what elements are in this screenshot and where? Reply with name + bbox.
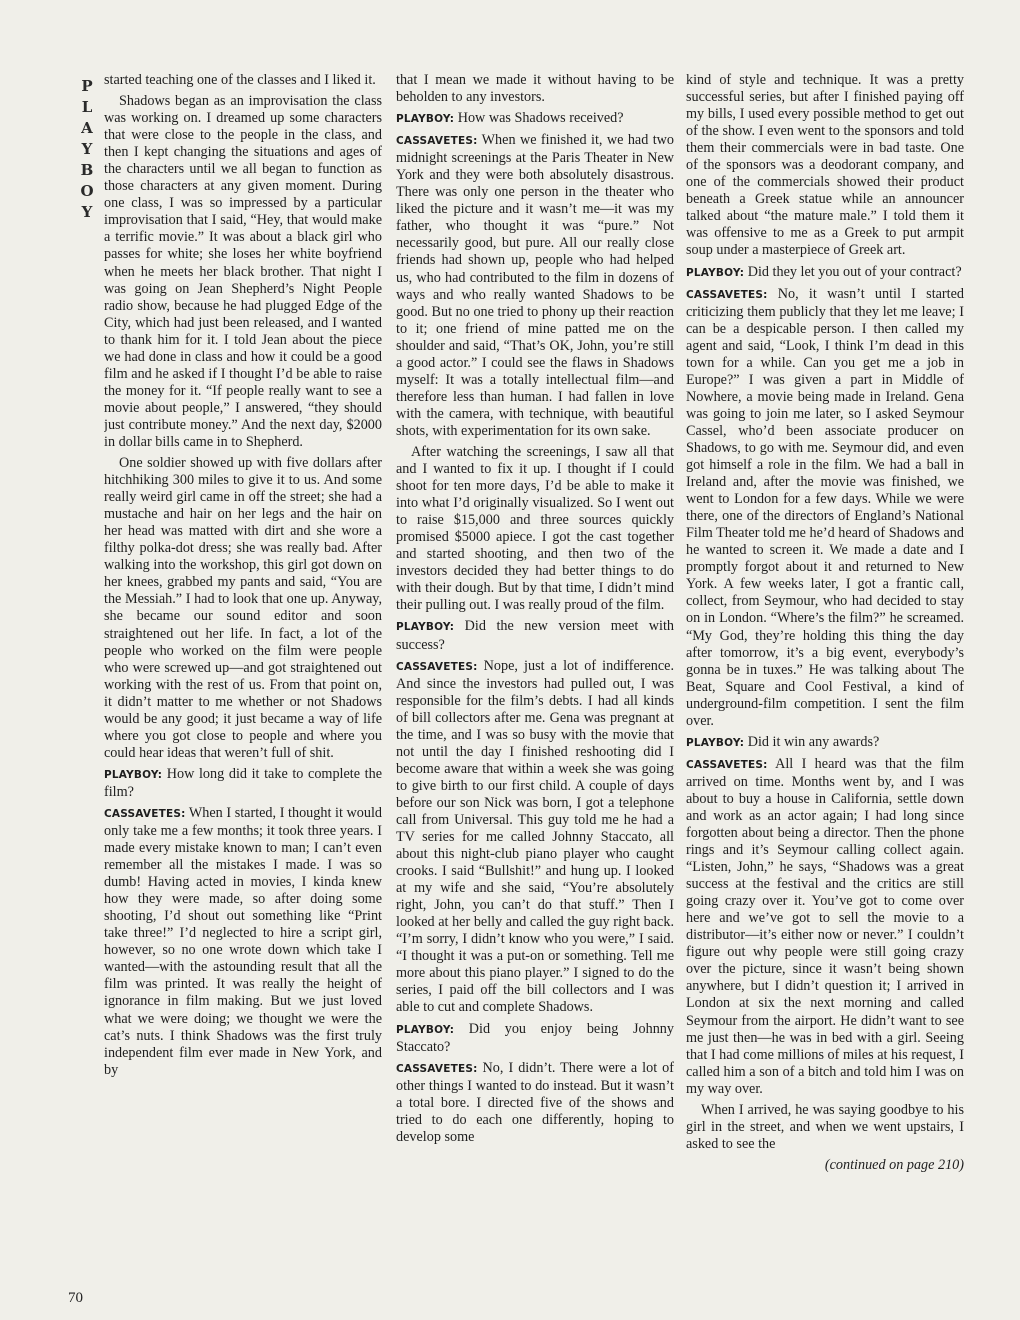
article-paragraph	[396, 1060, 674, 1146]
article-paragraph	[396, 72, 674, 106]
article-paragraph	[686, 734, 964, 752]
title-letter: P	[81, 77, 95, 95]
speaker-label: PLAYBOY:	[396, 1023, 455, 1036]
speaker-label: CASSAVETES:	[686, 288, 768, 301]
paragraph-text: Did the new version meet with success?	[396, 618, 674, 653]
speaker-label: PLAYBOY:	[104, 768, 163, 781]
article-paragraph	[396, 132, 674, 440]
article-paragraph	[396, 658, 674, 1017]
paragraph-text: When I arrived, he was saying goodbye to his girl in the street, and when we went upstairs, I asked to see the	[686, 1101, 964, 1152]
article-paragraph	[686, 756, 964, 1098]
paragraph-text: started teaching one of the classes and I liked it.	[104, 72, 376, 88]
speaker-label: PLAYBOY:	[686, 266, 745, 279]
article-paragraph	[104, 766, 382, 801]
article-paragraph	[104, 805, 382, 1079]
speaker-label: PLAYBOY:	[686, 736, 745, 749]
article-paragraph	[396, 110, 674, 128]
magazine-title-vertical	[76, 76, 100, 223]
article-paragraph	[104, 72, 382, 89]
paragraph-text: Shadows began as an improvisation the class was working on. I dreamed up some characters that were close to the people in the class, and then I kept changing the situations and ages of the characters until we all began to function as those characters at any given moment. During one class, I was so impressed by a particular improvisation that I said, “Hey, that would make a terrific movie.” It was about a black girl who passes for white; she loses her white boyfriend when he meets her black brother. That night I was going on Jean Shepherd’s Night People radio show, because he had plugged Edge of the City, which had just been released, and I wanted to thank him for it. I told Jean about the piece we had done in class and how it could be a good film and he asked if I thought I’d be able to raise the money for it. “If people really want to see a movie about people,” I answered, “they should just contribute money.” And the next day, $2000 in dollar bills came in to Shepherd.	[104, 93, 382, 450]
paragraph-text: All I heard was that the film arrived on time. Months went by, and I was about to buy a house in California, settle down and work as an actor again; I had long since forgotten about being a director. Then the phone rings and it’s Seymour calling collect again. “Listen, John,” he says, “Shadows was a great success at the festival and the critics are still going crazy over it. You’ve got to come over here and we’ve got to sell the movie to a distributor—it’s either now or never.” I couldn’t figure out why people were still going crazy over the picture, since it wasn’t being shown anywhere, but I didn’t question it; I arrived in London at six the next morning and called Seymour from the airport. He didn’t want to see me just then—he was in bed with a girl. Seeing that I had come millions of miles at his request, I called him a son of a bitch and told him I was on my way over.	[686, 755, 964, 1097]
article-paragraph	[686, 1102, 964, 1153]
paragraph-text: When we finished it, we had two midnight screenings at the Paris Theater in New York and they were both absolutely disastrous. There was only one person in the theater who liked the picture and it wasn’t me—it was my father, who thought it was “pure.” Not necessarily good, but pure. All our really close friends had shown up, people who had helped us, who had contributed to the film in dozens of ways and who really wanted Shadows to be good. But no one tried to phony up their reaction to it; one friend of mine patted me on the shoulder and said, “That’s OK, John, you’re still a good actor.” I could see the flaws in Shadows myself: It was a totally intellectual film—and therefore less than human. I had fallen in love with the camera, with technique, with beautiful shots, with experimentation for its own sake.	[396, 132, 674, 439]
speaker-label: CASSAVETES:	[104, 807, 186, 820]
text-column-1	[104, 72, 382, 1302]
text-column-2	[396, 72, 674, 1302]
page-number: 70	[68, 1290, 83, 1306]
paragraph-text: How long did it take to complete the film?	[104, 765, 382, 800]
paragraph-text: After watching the screenings, I saw all that and I wanted to fix it up. I thought if I could shoot for ten more days, I’d be able to make it into what I’d originally visualized. So I went out to raise $15,000 and three sources quickly promised $5000 apiece. I got the cast together and started shooting, and then two of the investors decided they had better things to do with their dough. But by that time, I didn’t mind their pulling out. I was really proud of the film.	[396, 443, 674, 614]
paragraph-text: When I started, I thought it would only take me a few months; it took three years. I made every mistake known to man; I can’t even remember all the mistakes I made. I was so dumb! Having acted in movies, I kinda knew how they were made, so after doing some shooting, I’d shout out something like “Print take three!” I’d neglected to hire a script girl, however, so no one wrote down which take I wanted—with the astounding result that all the film was printed. It was really the height of ignorance in film making. But we just loved what we were doing; we thought we were the cat’s nuts. I think Shadows was the first truly independent film ever made in New York, and by	[104, 804, 382, 1078]
article-paragraph	[396, 1021, 674, 1056]
paragraph-text: kind of style and technique. It was a pretty successful series, but after I finished paying off my bills, I used every possible method to get out of the show. I even went to the sponsors and told them their commercials were in bad taste. One of the sponsors was a deodorant company, and one of the commercials showed their product beneath a Greek statue while an announcer talked about “the mature male.” I told them it was offensive to me as a Greek to put armpit soup under a masterpiece of Greek art.	[686, 72, 964, 259]
speaker-label: CASSAVETES:	[396, 1062, 478, 1075]
speaker-label: CASSAVETES:	[396, 135, 478, 148]
article-paragraph	[396, 444, 674, 614]
paragraph-text: Did you enjoy being Johnny Staccato?	[396, 1020, 674, 1055]
article-paragraph	[686, 264, 964, 282]
speaker-label: PLAYBOY:	[396, 113, 455, 126]
speaker-label: PLAYBOY:	[396, 621, 455, 634]
article-paragraph	[104, 93, 382, 451]
speaker-label: CASSAVETES:	[396, 660, 478, 673]
article-paragraph	[396, 618, 674, 653]
title-letter: Y	[81, 140, 95, 158]
paragraph-text: Did it win any awards?	[744, 733, 880, 750]
text-column-3	[686, 72, 964, 1302]
title-letter: O	[80, 182, 96, 200]
paragraph-text: No, it wasn’t until I started criticizing them publicly that they let me leave; I can be a despicable person. I then called my agent and said, “Look, I think I’m dead in this town for a while. Can you get me a job in Europe?” I was given a part in Middle of Nowhere, a movie being made in Ireland. Gena was going to join me later, so I asked Seymour Cassel, who’d been associate producer on Shadows, to go with me. Seymour did, and even got himself a role in the film. We had a ball in Ireland and, after the movie was finished, we went to London for a few days. While we were there, one of the directors of England’s National Film Theater told me he’d heard of Shadows and he wanted to screen it. We made a date and I promptly forgot about it and returned to New York. A few weeks later, I got a frantic call, collect, from Seymour, who had decided to stay on in London. “Where’s the film?” he screamed. “My God, they’re holding this thing the day after tomorrow, it’s a big event, everybody’s gonna be in tuxes.” He was talking about The Beat, Square and Cool Festival, a kind of underground-film competition. I sent the film over.	[686, 285, 964, 729]
paragraph-text: that I mean we made it without having to be beholden to any investors.	[396, 72, 674, 106]
title-letter: Y	[81, 203, 95, 221]
title-letter: B	[80, 161, 96, 179]
paragraph-text: Did they let you out of your contract?	[744, 263, 962, 280]
article-paragraph	[686, 286, 964, 730]
article-paragraph	[686, 72, 964, 260]
paragraph-text: How was Shadows received?	[454, 110, 624, 127]
paragraph-text: One soldier showed up with five dollars after hitchhiking 300 miles to give it to us. And some really weird girl came in off the street; she had a mustache and hair on her legs and the hair on her head was matted with dirt and she wore a filthy polka-dot dress; she was really bad. After walking into the workshop, this girl got down on her knees, grabbed my pants and said, “You are the Messiah.” I had to look that one up. Anyway, she became our sound editor and soon straightened out her life. In fact, a lot of the people who worked on the film were people who were screwed up—and got straightened out working with the rest of us. From that point on, it didn’t matter to me whether or not Shadows would be any good; it just became a way of life where you got close to people and where you could hear ideas that weren’t full of shit.	[104, 455, 382, 761]
title-letter: L	[81, 98, 95, 116]
title-letter: A	[81, 119, 95, 137]
article-paragraph	[104, 455, 382, 762]
continued-notice: (continued on page 210)	[824, 1156, 964, 1173]
paragraph-text: No, I didn’t. There were a lot of other things I wanted to do instead. But it wasn’t a total bore. I directed five of the shows and tried to do each one differently, hoping to develop some	[396, 1059, 674, 1145]
speaker-label: CASSAVETES:	[686, 758, 768, 771]
paragraph-text: Nope, just a lot of indifference. And since the investors had pulled out, I was responsible for the film’s debts. I had all kinds of bill collectors after me. Gena was pregnant at the time, and I was so busy with the movie that not until the day I finished reshooting did I become aware that within a week she was going to give birth to our first child. A couple of days before our son Nick was born, I got a telephone call from Universal. This guy told me he had a TV series for me called Johnny Staccato, all about this night-club piano player who caught crooks. I said “Bullshit!” and hung up. I looked at my wife and she said, “You’re absolutely right, John, you can’t do that stuff.” Then I looked at her belly and called the guy right back. “I’m sorry, I didn’t know who you were,” I said. “I thought it was a put-on or something. Tell me more about this piano player.” I signed to do the series, I paid off the bill collectors and I was able to cut and complete Shadows.	[396, 657, 674, 1016]
